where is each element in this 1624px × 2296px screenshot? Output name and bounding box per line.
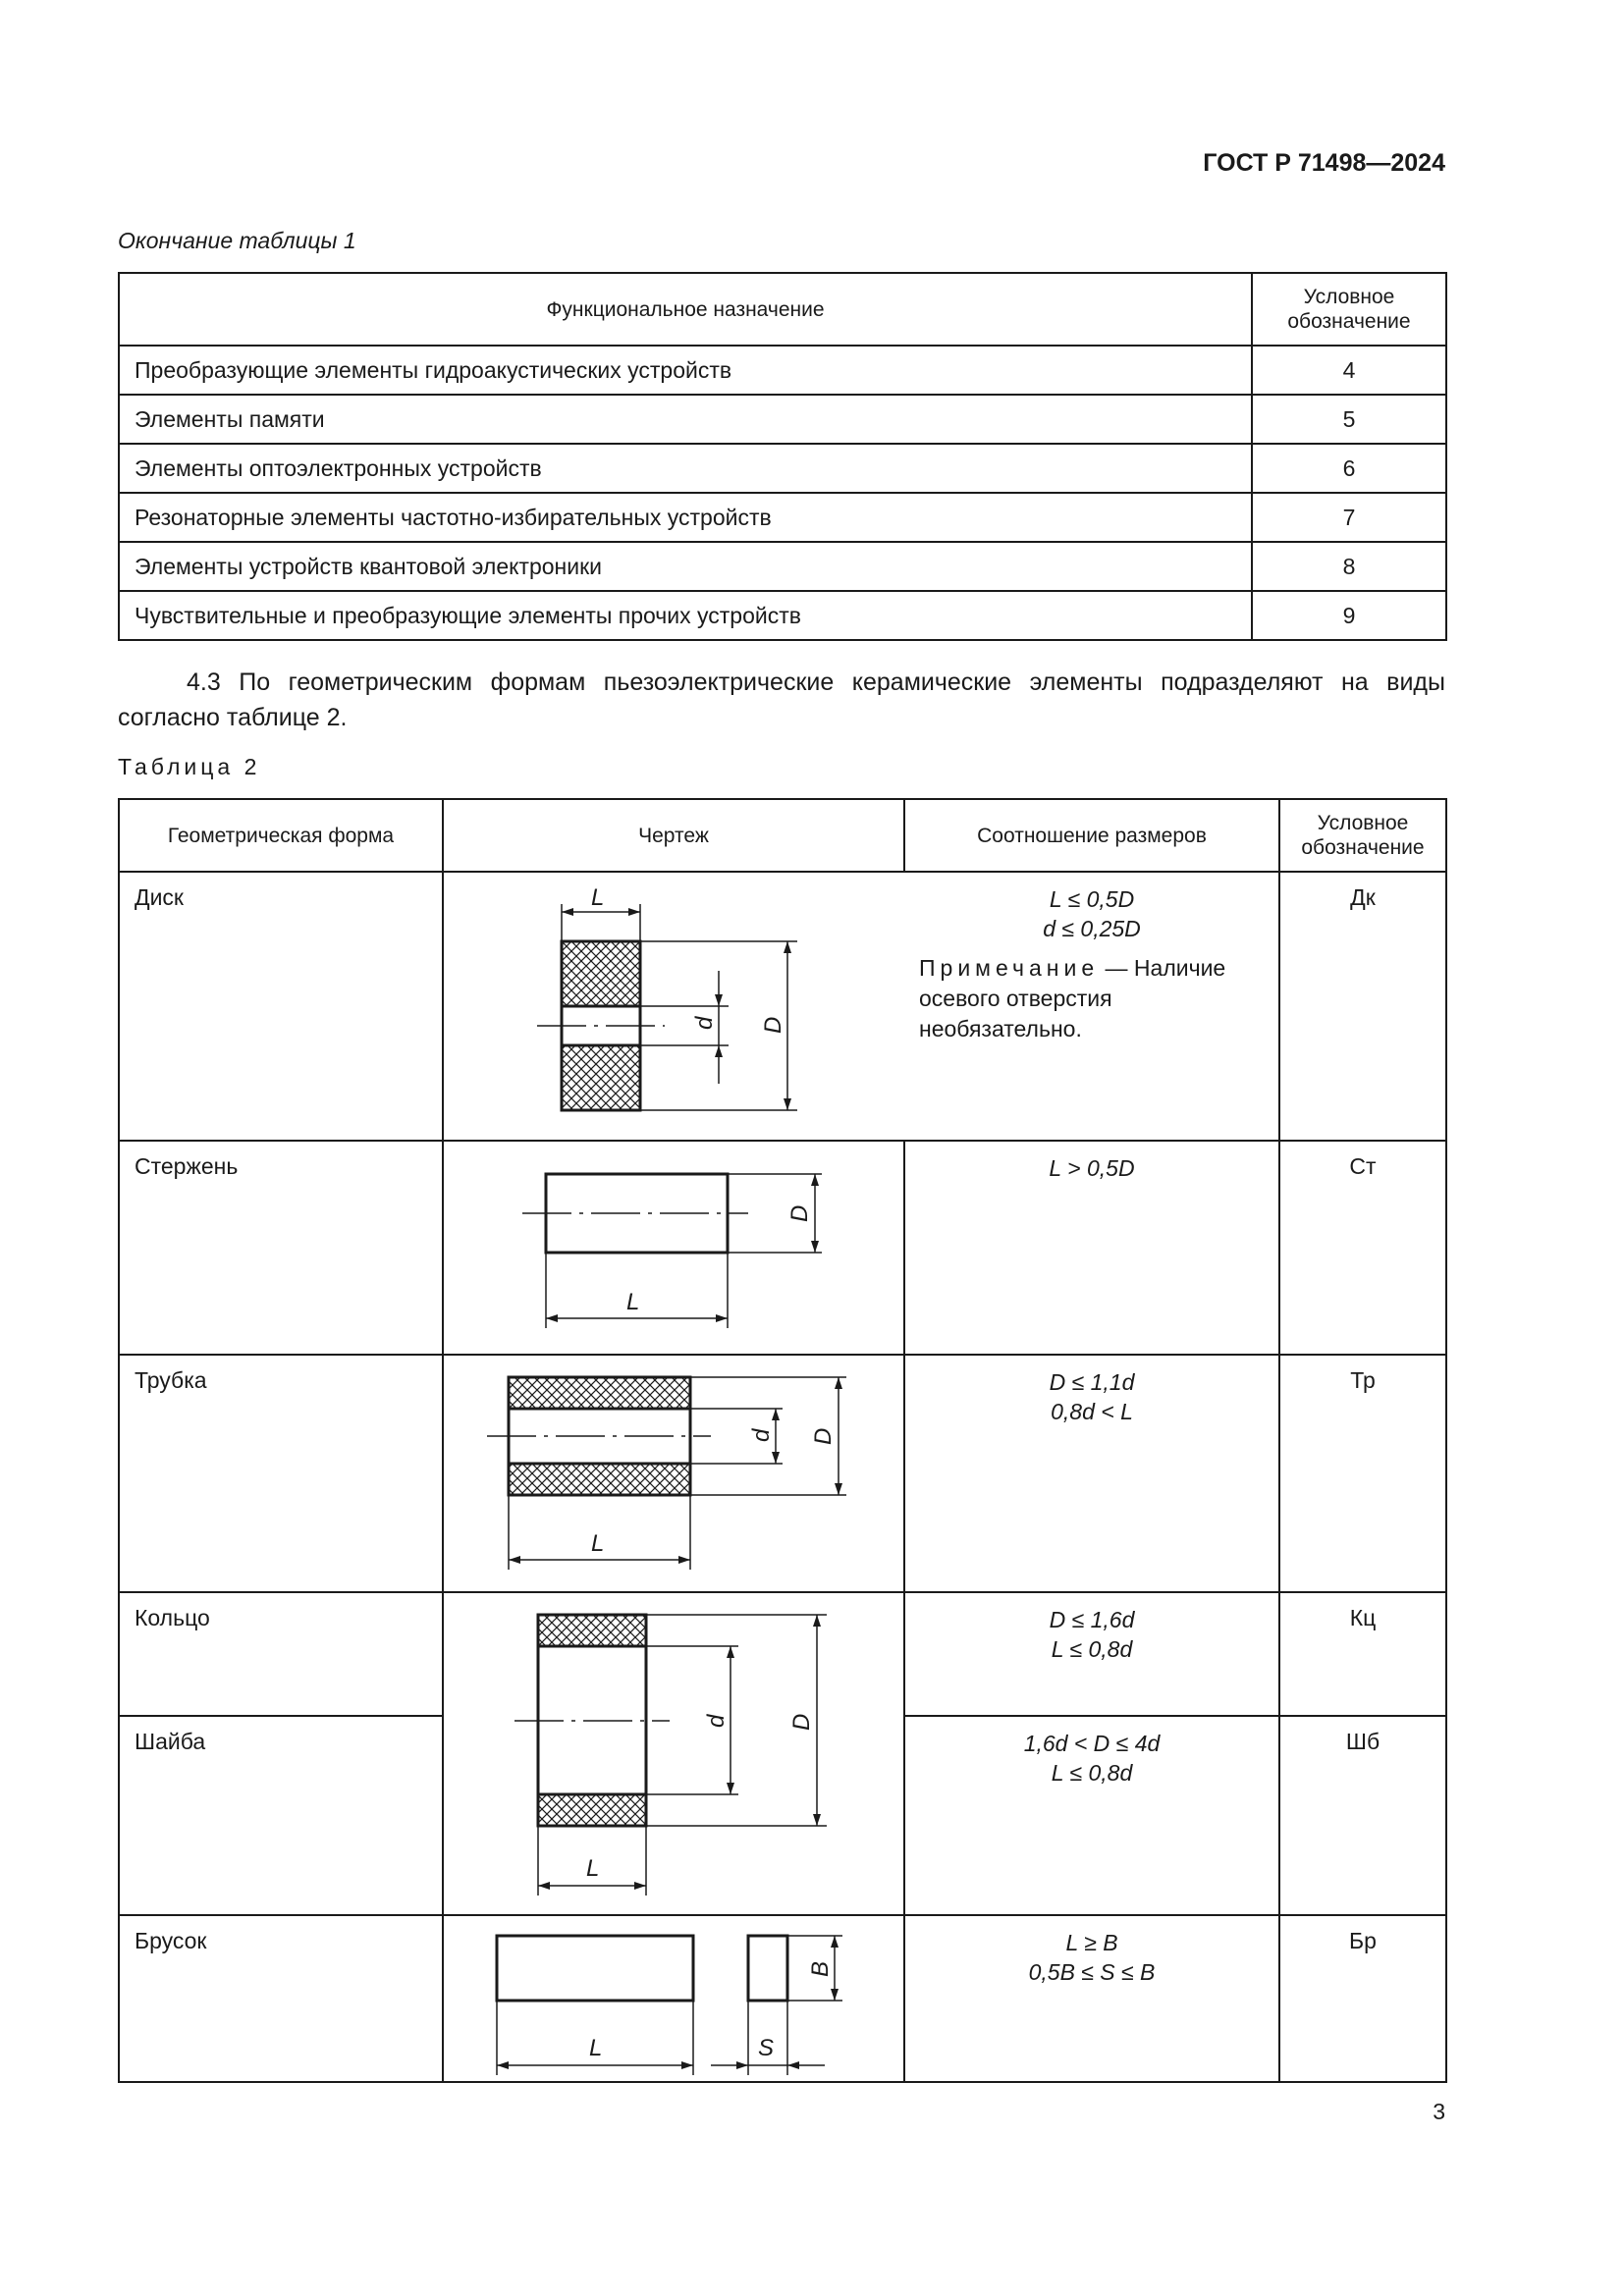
ratio-line: L ≤ 0,8d xyxy=(1051,1759,1133,1786)
ratio-cell xyxy=(904,1716,1279,1915)
ratio-line: 1,6d < D ≤ 4d xyxy=(1023,1730,1161,1756)
bar-drawing xyxy=(444,1916,905,2081)
drawing-cell xyxy=(443,1355,904,1592)
code-cell: 6 xyxy=(1252,444,1446,493)
table-row-ring xyxy=(119,1592,1446,1716)
ratio-line: 0,5B ≤ S ≤ B xyxy=(1028,1959,1156,1985)
code-cell: 8 xyxy=(1252,542,1446,591)
dim-D-label: D xyxy=(810,1427,837,1445)
form-cell: Стержень xyxy=(119,1141,443,1355)
dim-L-label: L xyxy=(586,1855,600,1882)
dim-D-label: D xyxy=(760,1016,786,1034)
dim-L-label: L xyxy=(589,2035,603,2061)
function-cell: Элементы памяти xyxy=(119,395,1252,444)
table-row xyxy=(119,346,1446,395)
function-cell: Элементы оптоэлектронных устройств xyxy=(119,444,1252,493)
dim-L-label: L xyxy=(591,884,605,911)
drawing-cell xyxy=(443,1915,904,2082)
ratio-line: L > 0,5D xyxy=(1049,1155,1135,1181)
ratio-cell xyxy=(904,1592,1279,1716)
function-cell: Элементы устройств квантовой электроники xyxy=(119,542,1252,591)
ratio-line: D ≤ 1,1d xyxy=(1049,1369,1135,1395)
table-row-bar xyxy=(119,1915,1446,2082)
ratio-line: L ≤ 0,5D xyxy=(1049,886,1135,912)
code-cell: 7 xyxy=(1252,493,1446,542)
code-cell: 5 xyxy=(1252,395,1446,444)
form-cell: Диск xyxy=(119,872,443,1141)
ratio-cell xyxy=(904,1355,1279,1592)
table-row-rod xyxy=(119,1141,1446,1355)
form-cell: Трубка xyxy=(119,1355,443,1592)
function-cell: Преобразующие элементы гидроакустических устройств xyxy=(119,346,1252,395)
ratio-cell xyxy=(904,1915,1279,2082)
function-cell: Чувствительные и преобразующие элементы прочих устройств xyxy=(119,591,1252,640)
table2-caption: Таблица 2 xyxy=(118,754,261,779)
col-ratio-header: Соотношение размеров xyxy=(904,799,1279,872)
table-row xyxy=(119,542,1446,591)
function-cell: Резонаторные элементы частотно-избирательных устройств xyxy=(119,493,1252,542)
table-2 xyxy=(118,798,1447,2083)
table-1 xyxy=(118,272,1447,641)
code-cell: Бр xyxy=(1279,1915,1446,2082)
page-number: 3 xyxy=(1433,2099,1445,2124)
code-cell: 9 xyxy=(1252,591,1446,640)
code-cell: Шб xyxy=(1279,1716,1446,1915)
drawing-cell xyxy=(443,872,904,1141)
dim-S-label: S xyxy=(758,2035,775,2061)
section-paragraph: 4.3 По геометрическим формам пьезоэлектрические керамические элементы подразделяют на виды согласно таблице 2. xyxy=(118,668,1445,731)
ratio-line: L ≤ 0,8d xyxy=(1051,1636,1133,1662)
form-cell: Брусок xyxy=(119,1915,443,2082)
document-id: ГОСТ Р 71498—2024 xyxy=(1203,149,1445,177)
ratio-line: 0,8d < L xyxy=(1051,1399,1133,1424)
dim-D-label: D xyxy=(786,1204,813,1222)
col-form-header: Геометрическая форма xyxy=(119,799,443,872)
table-row xyxy=(119,395,1446,444)
table2-header-row xyxy=(119,799,1446,872)
drawing-cell xyxy=(443,1592,904,1915)
rod-drawing xyxy=(444,1142,905,1354)
code-cell: Тр xyxy=(1279,1355,1446,1592)
table-row xyxy=(119,591,1446,640)
ring-washer-drawing xyxy=(444,1593,905,1914)
code-cell: Кц xyxy=(1279,1592,1446,1716)
ratio-line: D ≤ 1,6d xyxy=(1049,1607,1135,1632)
col-drawing-header: Чертеж xyxy=(443,799,904,872)
col-function-header: Функциональное назначение xyxy=(119,273,1252,346)
note-text: — Наличие осевого отверстия необязательно. xyxy=(919,955,1226,1041)
ratio-cell xyxy=(904,872,1279,1141)
table1-caption: Окончание таблицы 1 xyxy=(118,228,356,253)
drawing-cell xyxy=(443,1141,904,1355)
dim-d-label: d xyxy=(703,1714,730,1728)
form-cell: Кольцо xyxy=(119,1592,443,1716)
table-row xyxy=(119,444,1446,493)
ratio-cell xyxy=(904,1141,1279,1355)
code-cell: Ст xyxy=(1279,1141,1446,1355)
table1-header-row xyxy=(119,273,1446,346)
ratio-line: L ≥ B xyxy=(1065,1930,1118,1955)
table-row-disk xyxy=(119,872,1446,1141)
dim-D-label: D xyxy=(788,1713,815,1731)
dim-d-label: d xyxy=(691,1016,718,1030)
form-cell: Шайба xyxy=(119,1716,443,1915)
table-row xyxy=(119,493,1446,542)
code-cell: 4 xyxy=(1252,346,1446,395)
disk-drawing xyxy=(444,873,905,1140)
col-code-header: Условное обозначение xyxy=(1279,799,1446,872)
table-row-tube xyxy=(119,1355,1446,1592)
dim-L-label: L xyxy=(591,1530,605,1557)
tube-drawing xyxy=(444,1356,905,1591)
ratio-line: d ≤ 0,25D xyxy=(1043,916,1141,941)
note xyxy=(905,943,1278,1044)
col-code-header: Условное обозначение xyxy=(1252,273,1446,346)
dim-L-label: L xyxy=(626,1289,640,1315)
note-label: Примечание xyxy=(919,955,1100,981)
code-cell: Дк xyxy=(1279,872,1446,1141)
dim-d-label: d xyxy=(748,1428,775,1442)
dim-B-label: B xyxy=(807,1960,834,1977)
